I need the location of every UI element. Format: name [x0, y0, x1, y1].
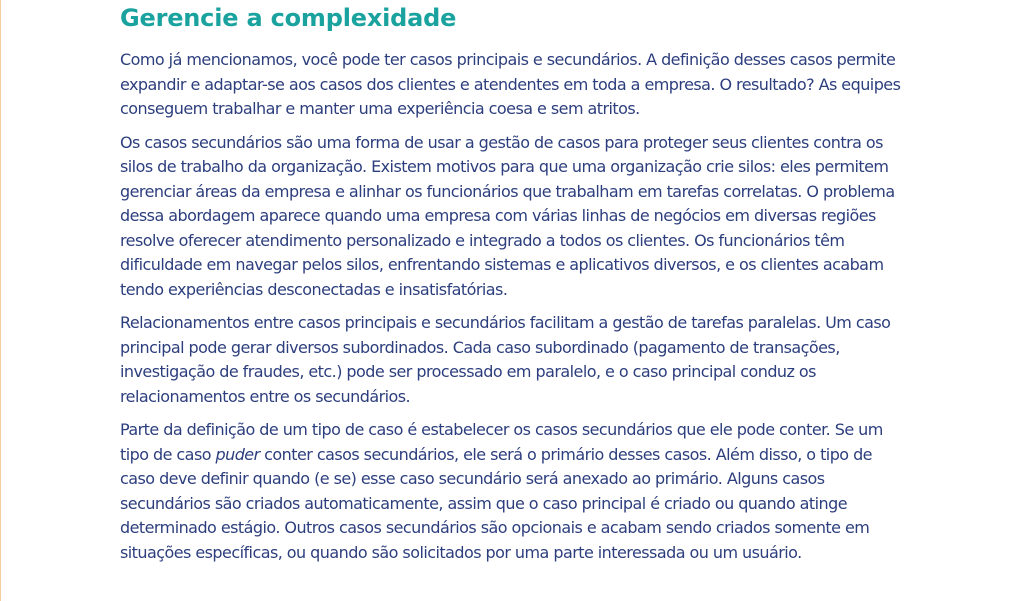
paragraph-4-part-2: conter casos secundários, ele será o primário desses casos. Além disso, o tipo de caso deve definir quando (e se) esse caso secundário será anexado ao primário. Alguns casos secundários são criados automaticamente, assim que o caso principal é criado ou quando atinge determinado estágio. Outros casos secundários são opcionais e acabam sendo criados somente em situações específicas, ou quando são solicitados por uma parte interessada ou um usuário. [120, 444, 872, 562]
paragraph-4-emphasis: puder [215, 444, 260, 464]
paragraph-4 [120, 418, 910, 565]
section-body [120, 48, 910, 565]
document-section [120, 0, 910, 574]
section-heading: Gerencie a complexidade [120, 4, 457, 32]
paragraph-1: Como já mencionamos, você pode ter casos principais e secundários. A definição desses casos permite expandir e adaptar-se aos casos dos clientes e atendentes em toda a empresa. O resultado? As equipes conseguem trabalhar e manter uma experiência coesa e sem atritos. [120, 50, 901, 118]
paragraph-3: Relacionamentos entre casos principais e secundários facilitam a gestão de tarefas paralelas. Um caso principal pode gerar diversos subordinados. Cada caso subordinado (pagamento de transações, investigação de fraudes, etc.) pode ser processado em paralelo, e o caso principal conduz os relacionamentos entre os secundários. [120, 313, 891, 406]
paragraph-2: Os casos secundários são uma forma de usar a gestão de casos para proteger seus clientes contra os silos de trabalho da organização. Existem motivos para que uma organização crie silos: eles permitem gerenciar áreas da empresa e alinhar os funcionários que trabalham em tarefas correlatas. O problema dessa abordagem aparece quando uma empresa com várias linhas de negócios em diversas regiões resolve oferecer atendimento personalizado e integrado a todos os clientes. Os funcionários têm dificuldade em navegar pelos silos, enfrentando sistemas e aplicativos diversos, e os clientes acabam tendo experiências desconectadas e insatisfatórias. [120, 132, 895, 299]
paragraph-4-part-1: Parte da definição de um tipo de caso é estabelecer os casos secundários que ele pode conter. Se um tipo de caso [120, 420, 883, 464]
page-edge-rule [0, 0, 1, 601]
